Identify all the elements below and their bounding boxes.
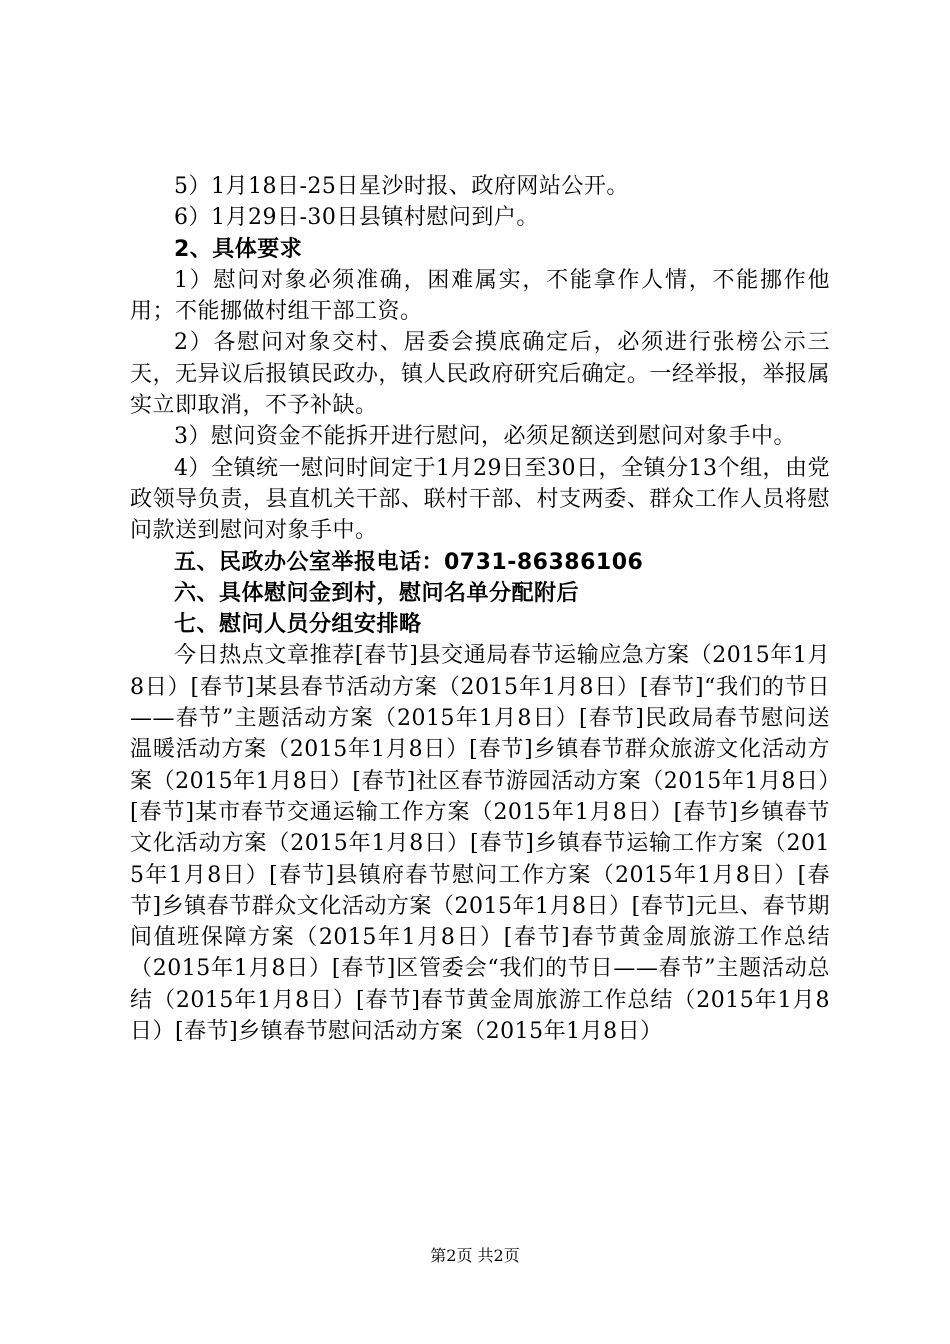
recommended-articles: 今日热点文章推荐[春节]县交通局春节运输应急方案（2015年1月8日）[春节]某县春节活动方案（2015年1月8日）[春节]“我们的节日——春节”主题活动方案（2015年1月8日）[春节]民政局春节慰问送温暖活动方案（2015年1月8日）[春节]乡镇春节群众旅游文化活动方案（2015年1月8日）[春节]社区春节游园活动方案（2015年1月8日）[春节]某市春节交通运输工作方案（2015年1月8日）[春节]乡镇春节文化活动方案（2015年1月8日）[春节]乡镇春节运输工作方案（2015年1月8日）[春节]县镇府春节慰问工作方案（2015年1月8日）[春节]乡镇春节群众文化活动方案（2015年1月8日）[春节]元旦、春节期间值班保障方案（2015年1月8日）[春节]春节黄金周旅游工作总结（2015年1月8日）[春节]区管委会“我们的节日——春节”主题活动总结（2015年1月8日）[春节]春节黄金周旅游工作总结（2015年1月8日）[春节]乡镇春节慰问活动方案（2015年1月8日） [130,643,830,1045]
section-heading-requirements: 2、具体要求 [174,236,303,262]
requirement-4: 4）全镇统一慰问时间定于1月29日至30日，全镇分13个组，由党政领导负责，县直机关干部、联村干部、村支两委、群众工作人员将慰问款送到慰问对象手中。 [130,455,830,544]
section-heading-hotline: 五、民政办公室举报电话：0731-86386106 [174,549,644,575]
paragraph-item-6: 6）1月29日-30日县镇村慰问到户。 [174,205,539,231]
requirement-3: 3）慰问资金不能拆开进行慰问，必须足额送到慰问对象手中。 [174,424,796,450]
section-heading-grouping: 七、慰问人员分组安排略 [174,612,422,638]
page-footer: 第2页 共2页 [430,1246,520,1265]
document-body [130,171,830,1047]
requirement-2: 2）各慰问对象交村、居委会摸底确定后，必须进行张榜公示三天，无异议后报镇民政办，镇人民政府研究后确定。一经举报，举报属实立即取消，不予补缺。 [130,330,830,419]
section-heading-allocation: 六、具体慰问金到村，慰问名单分配附后 [174,580,580,606]
paragraph-item-5: 5）1月18日-25日星沙时报、政府网站公开。 [174,174,629,199]
requirement-1: 1）慰问对象必须准确，困难属实，不能拿作人情，不能挪作他用；不能挪做村组干部工资。 [130,267,830,325]
